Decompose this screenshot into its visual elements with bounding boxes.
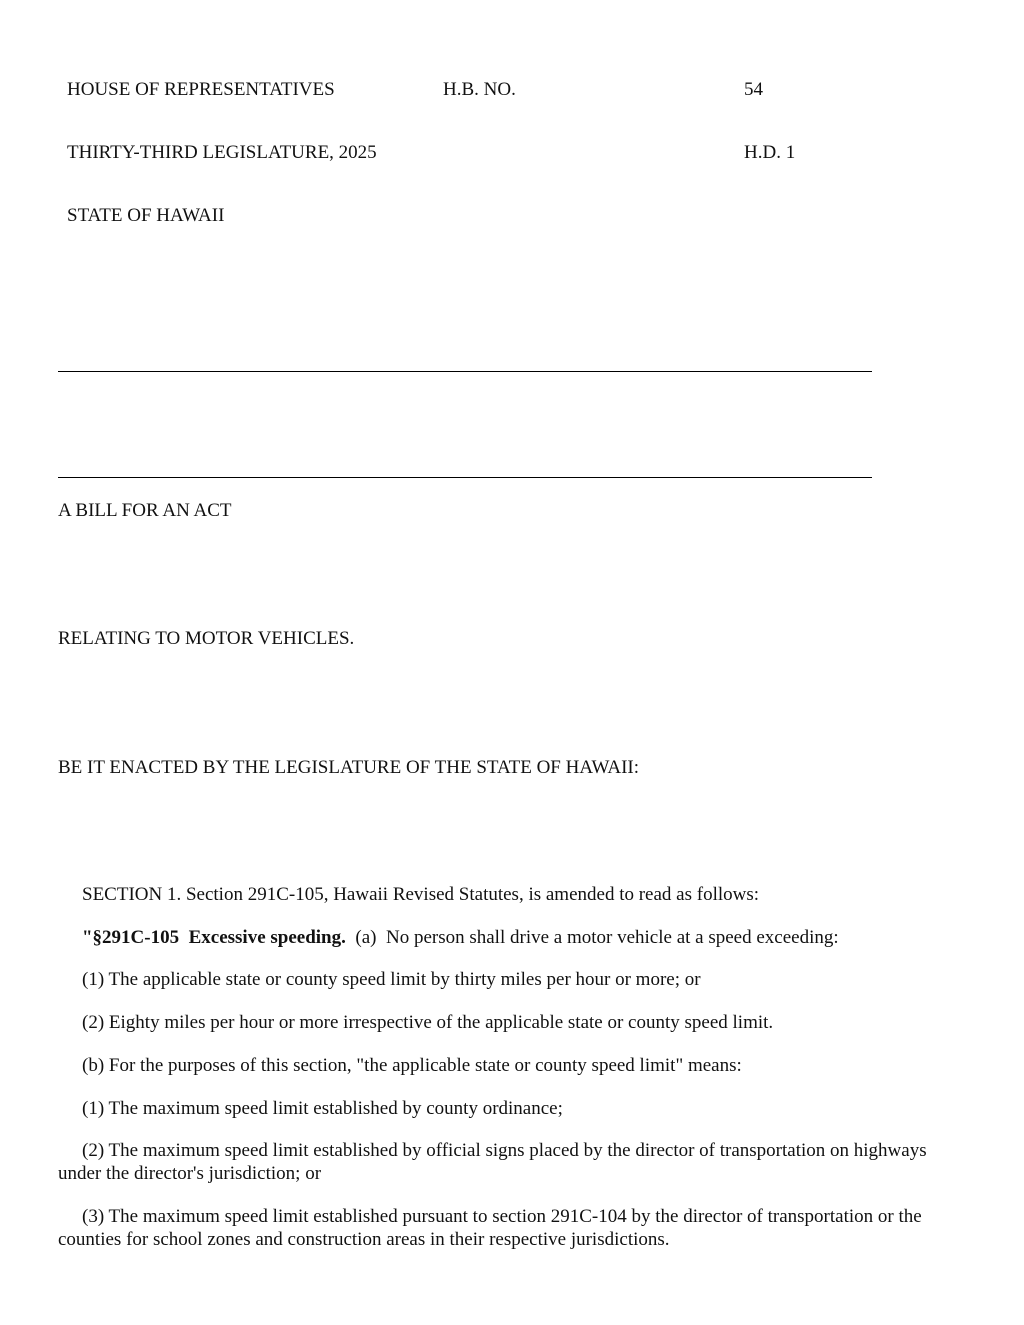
draft-label: H.D. 1 xyxy=(744,142,796,163)
bill-number: 54 xyxy=(744,79,763,100)
section-heading-text: (a) No person shall drive a motor vehicle at a speed exceeding: xyxy=(345,927,839,948)
state-label: STATE OF HAWAII xyxy=(67,205,225,226)
bill-for-an-act: A BILL FOR AN ACT xyxy=(58,500,232,521)
section-1-intro: SECTION 1. Section 291C-105, Hawaii Revised Statutes, is amended to read as follows: xyxy=(82,884,760,905)
legislature-label: THIRTY-THIRD LEGISLATURE, 2025 xyxy=(67,142,377,163)
header-divider-top xyxy=(58,371,872,372)
section-heading xyxy=(58,926,982,949)
subsection-b-item-2: (2) The maximum speed limit established by official signs placed by the director of transportation on highways under the director's jurisdiction; or xyxy=(58,1140,927,1184)
subsection-b-item-3: (3) The maximum speed limit established pursuant to section 291C-104 by the director of transportation or the counties for school zones and construction areas in their respective jurisdictions. xyxy=(58,1206,922,1250)
subsection-a-item-1: (1) The applicable state or county speed limit by thirty miles per hour or more; or xyxy=(82,969,701,990)
enacting-clause: BE IT ENACTED BY THE LEGISLATURE OF THE STATE OF HAWAII: xyxy=(58,757,640,778)
chamber-label: HOUSE OF REPRESENTATIVES xyxy=(67,79,335,100)
subsection-a-item-2: (2) Eighty miles per hour or more irrespective of the applicable state or county speed limit. xyxy=(82,1012,774,1033)
relating-to-title: RELATING TO MOTOR VEHICLES. xyxy=(58,628,355,649)
bill-number-label: H.B. NO. xyxy=(443,79,516,100)
subsection-b-intro: (b) For the purposes of this section, "the applicable state or county speed limit" means: xyxy=(82,1055,742,1076)
subsection-b-item-1: (1) The maximum speed limit established by county ordinance; xyxy=(82,1098,563,1119)
header-divider-bottom xyxy=(58,477,872,478)
section-heading-title: "§291C-105 Excessive speeding. xyxy=(82,927,346,948)
